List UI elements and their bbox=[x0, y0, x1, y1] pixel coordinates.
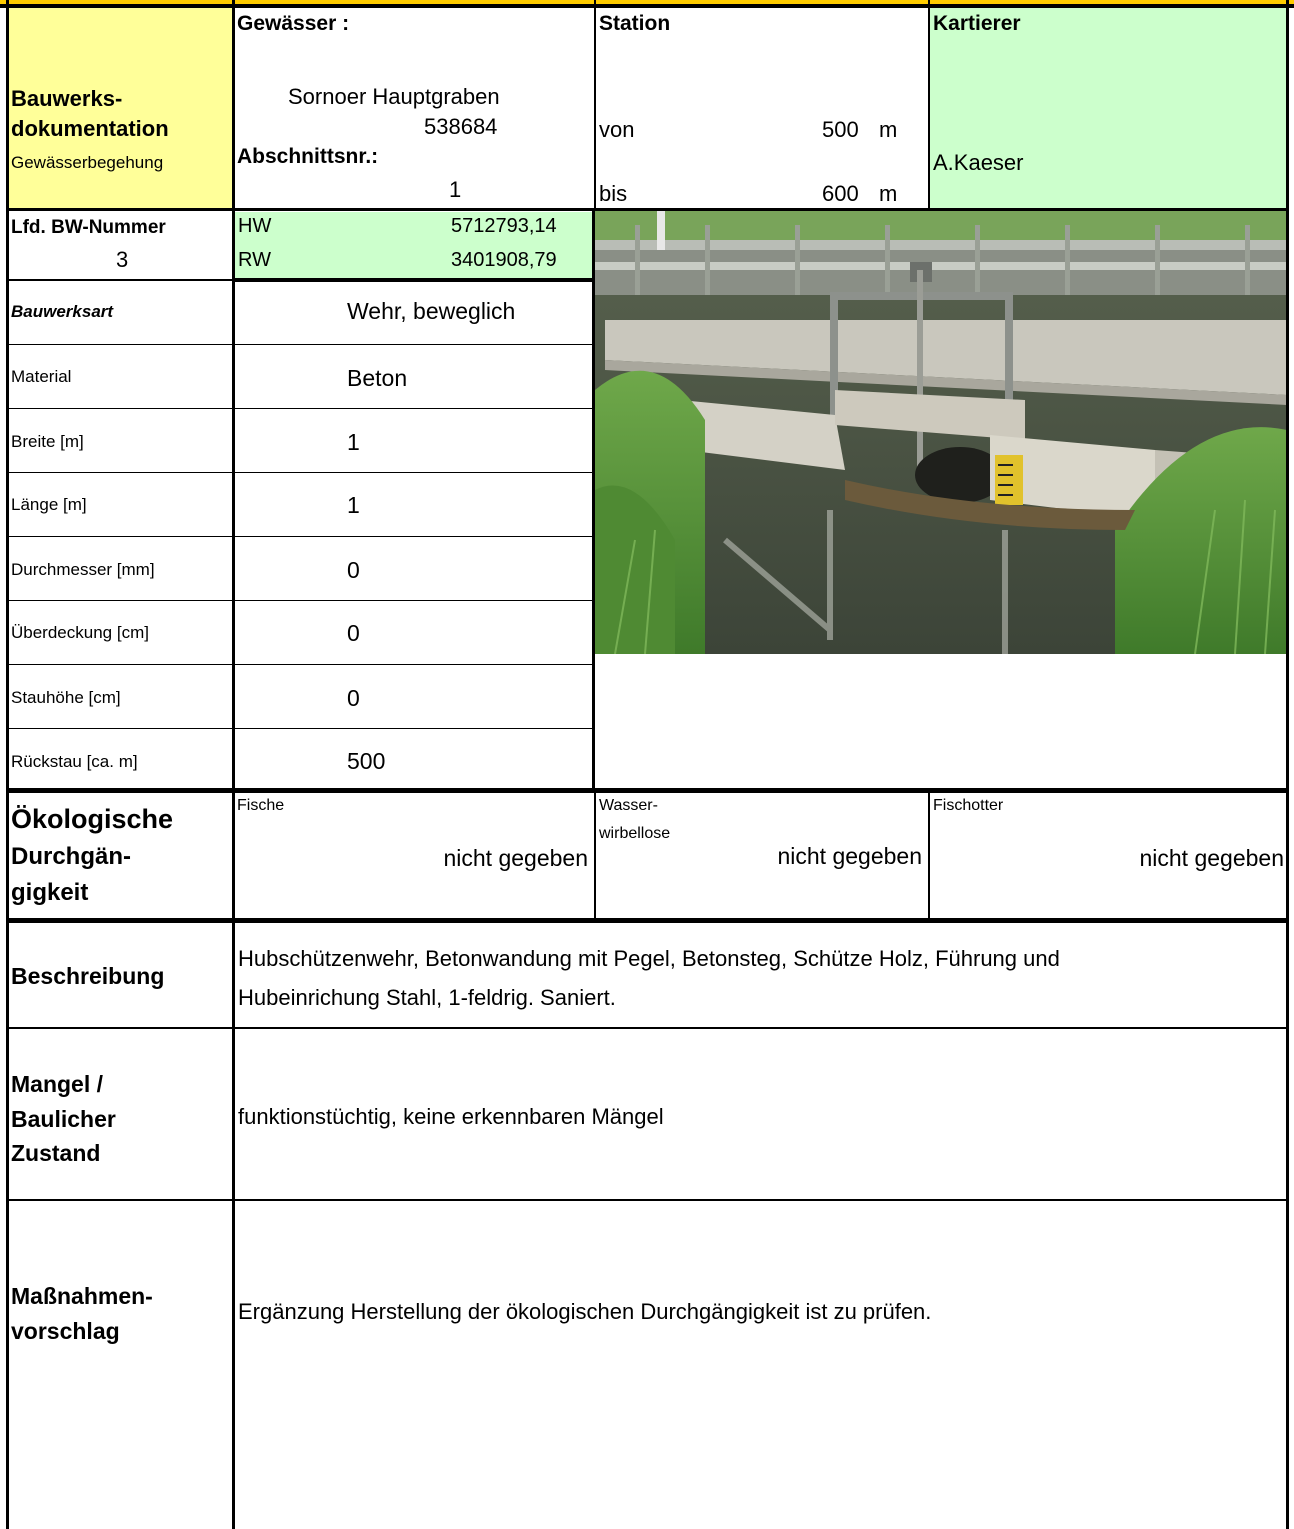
beschreibung-line-1: Hubschützenwehr, Betonwandung mit Pegel, Betonsteg, Schütze Holz, Führung und bbox=[238, 946, 1060, 971]
massnahmen-label-2: vorschlag bbox=[11, 1318, 120, 1344]
gewaesser-label: Gewässer : bbox=[237, 12, 350, 35]
vline-233 bbox=[232, 0, 235, 1529]
hw-label: HW bbox=[238, 215, 272, 237]
hline-537 bbox=[6, 536, 594, 537]
bis-unit: m bbox=[879, 181, 898, 206]
prop-label-bauwerksart: Bauwerksart bbox=[11, 302, 114, 321]
oeko-title-3: gigkeit bbox=[11, 879, 89, 906]
prop-value-durchmesser: 0 bbox=[347, 557, 360, 583]
weir-photo-illustration bbox=[595, 210, 1287, 654]
von-value: 500 bbox=[822, 117, 859, 142]
prop-label-material: Material bbox=[11, 367, 72, 386]
hline-1028 bbox=[6, 1027, 1289, 1029]
hline-665 bbox=[6, 664, 594, 665]
wasser-value: nicht gegeben bbox=[777, 843, 922, 869]
prop-label-breite: Breite [m] bbox=[11, 432, 84, 451]
bw-label: Lfd. BW-Nummer bbox=[11, 217, 166, 238]
kartierer-value: A.Kaeser bbox=[933, 150, 1024, 175]
prop-label-ueberdeckung: Überdeckung [cm] bbox=[11, 623, 149, 642]
border-right bbox=[1286, 0, 1289, 1529]
wasser-label-2: wirbellose bbox=[599, 825, 671, 842]
otter-label: Fischotter bbox=[933, 797, 1004, 814]
vline-594-top bbox=[594, 0, 596, 208]
prop-label-stauhoehe: Stauhöhe [cm] bbox=[11, 688, 121, 707]
border-top-accent bbox=[0, 0, 1294, 4]
bis-value: 600 bbox=[822, 181, 859, 206]
fische-label: Fische bbox=[237, 797, 285, 814]
abschnitt-label: Abschnittsnr.: bbox=[237, 145, 379, 168]
prop-value-rueckstau: 500 bbox=[347, 748, 386, 774]
title-line-1: Bauwerks- bbox=[11, 86, 123, 111]
fische-value: nicht gegeben bbox=[443, 845, 588, 871]
prop-value-stauhoehe: 0 bbox=[347, 685, 360, 711]
massnahmen-label-1: Maßnahmen- bbox=[11, 1283, 153, 1309]
mangel-value: funktionstüchtig, keine erkennbaren Mängel bbox=[238, 1104, 664, 1129]
vline-929-top bbox=[928, 0, 930, 208]
prop-value-material: Beton bbox=[347, 365, 408, 391]
beschreibung-label: Beschreibung bbox=[11, 963, 165, 989]
prop-label-laenge: Länge [m] bbox=[11, 495, 87, 514]
bis-label: bis bbox=[599, 181, 628, 206]
hline-601 bbox=[6, 600, 594, 601]
kartierer-label: Kartierer bbox=[933, 12, 1021, 35]
hline-208 bbox=[6, 208, 1289, 211]
hline-1200 bbox=[6, 1199, 1289, 1201]
mangel-label-1: Mangel / bbox=[11, 1071, 104, 1097]
hline-790 bbox=[6, 788, 1289, 793]
massnahmen-value: Ergänzung Herstellung der ökologischen Durchgängigkeit ist zu prüfen. bbox=[238, 1299, 932, 1324]
wasser-label-1: Wasser- bbox=[599, 797, 658, 814]
hline-409 bbox=[6, 408, 594, 409]
hline-345 bbox=[6, 344, 594, 345]
abschnitt-value: 1 bbox=[449, 177, 462, 202]
vline-594-oeko bbox=[594, 792, 596, 920]
rw-value: 3401908,79 bbox=[451, 249, 557, 271]
von-label: von bbox=[599, 117, 635, 142]
gewaesser-name: Sornoer Hauptgraben bbox=[288, 84, 500, 109]
prop-value-ueberdeckung: 0 bbox=[347, 620, 360, 646]
prop-label-durchmesser: Durchmesser [mm] bbox=[11, 560, 155, 579]
title-subtitle: Gewässerbegehung bbox=[11, 153, 164, 172]
rw-label: RW bbox=[238, 249, 271, 271]
von-unit: m bbox=[879, 117, 898, 142]
otter-value: nicht gegeben bbox=[1139, 845, 1284, 871]
title-line-2: dokumentation bbox=[11, 116, 169, 141]
mangel-label-3: Zustand bbox=[11, 1140, 101, 1166]
structure-photo bbox=[595, 210, 1287, 654]
beschreibung-line-2: Hubeinrichung Stahl, 1-feldrig. Saniert. bbox=[238, 985, 616, 1010]
hline-473 bbox=[6, 472, 594, 473]
hline-280 bbox=[6, 279, 235, 281]
border-left bbox=[6, 0, 9, 1529]
hline-coord-bottom bbox=[232, 278, 595, 282]
bw-value: 3 bbox=[116, 247, 129, 272]
hline-729 bbox=[6, 728, 594, 729]
prop-value-breite: 1 bbox=[347, 429, 360, 455]
prop-value-laenge: 1 bbox=[347, 492, 360, 518]
prop-label-rueckstau: Rückstau [ca. m] bbox=[11, 752, 138, 771]
vline-929-oeko bbox=[928, 792, 930, 920]
header-kartierer-cell bbox=[930, 8, 1287, 208]
gewaesser-id: 538684 bbox=[424, 114, 498, 139]
station-label: Station bbox=[599, 12, 671, 35]
prop-value-bauwerksart: Wehr, beweglich bbox=[347, 298, 516, 324]
hline-920 bbox=[6, 918, 1289, 923]
vline-593-mid bbox=[592, 210, 595, 792]
hw-value: 5712793,14 bbox=[451, 215, 557, 237]
mangel-label-2: Baulicher bbox=[11, 1106, 116, 1132]
oeko-title-1: Ökologische bbox=[11, 804, 174, 834]
oeko-title-2: Durchgän- bbox=[11, 843, 131, 870]
